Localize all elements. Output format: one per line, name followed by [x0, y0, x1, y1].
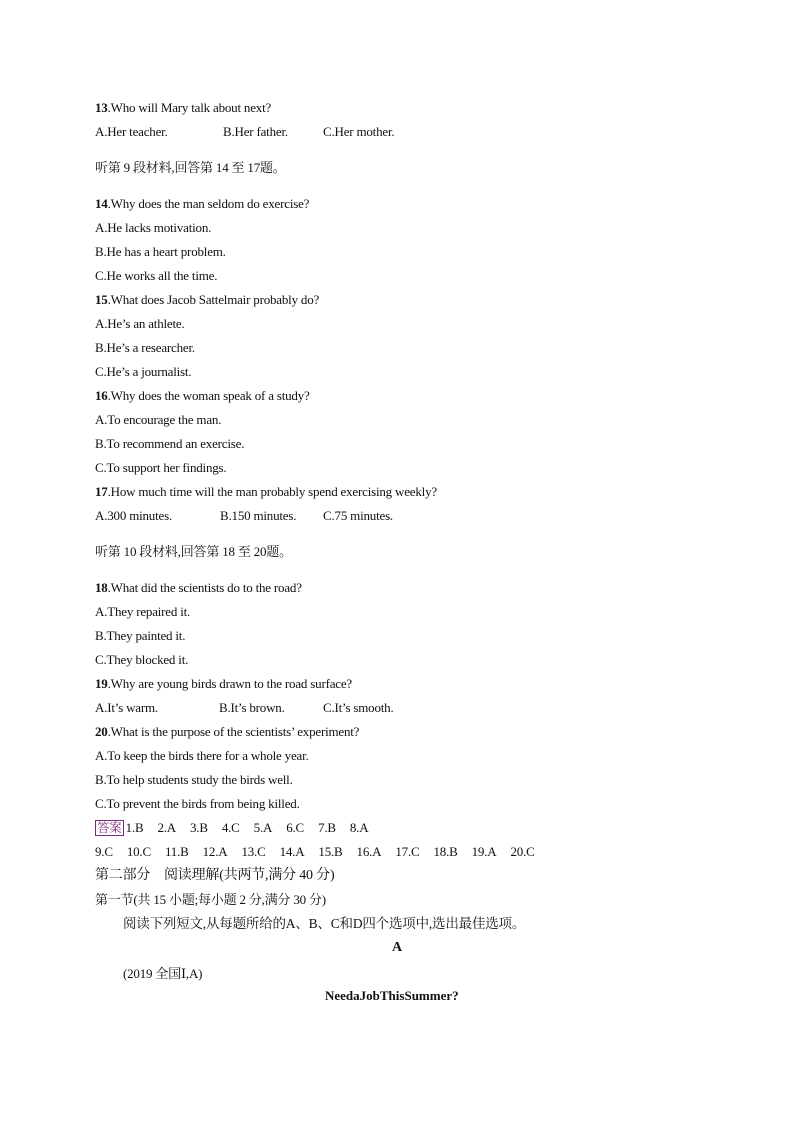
- answer: 18.B: [433, 844, 458, 859]
- option-c: C.He’s a journalist.: [95, 364, 192, 379]
- answer: 16.A: [356, 844, 382, 859]
- question-text: .What does Jacob Sattelmair probably do?: [107, 292, 320, 307]
- answer: 14.A: [279, 844, 305, 859]
- option-b: B.150 minutes.: [220, 508, 297, 523]
- answer: 17.C: [395, 844, 420, 859]
- answer: 15.B: [318, 844, 343, 859]
- question-text: .Why does the woman speak of a study?: [107, 388, 310, 403]
- option-a: A.He’s an athlete.: [95, 316, 185, 331]
- answer: 2.A: [157, 820, 176, 835]
- passage-title: NeedaJobThisSummer?: [325, 988, 459, 1003]
- question-number: 17: [95, 484, 108, 499]
- option-c: C.He works all the time.: [95, 268, 218, 283]
- passage-label: A: [392, 940, 403, 955]
- option-c: C.To prevent the birds from being killed.: [95, 796, 300, 811]
- option-c: C.Her mother.: [323, 124, 395, 139]
- reading-instruction: 阅读下列短文,从每题所给的A、B、C和D四个选项中,选出最佳选项。: [123, 916, 526, 931]
- answer: 4.C: [221, 820, 240, 835]
- question-19: [95, 676, 352, 692]
- question-number: 19: [95, 676, 108, 691]
- option-b: B.To recommend an exercise.: [95, 436, 245, 451]
- answer: 6.C: [286, 820, 305, 835]
- answer: 12.A: [202, 844, 228, 859]
- answer-key-row-2: [95, 844, 549, 860]
- answer: 19.A: [471, 844, 497, 859]
- option-c: C.75 minutes.: [323, 508, 393, 523]
- question-number: 13: [95, 100, 108, 115]
- question-13-options: [95, 124, 394, 140]
- answer: 9.C: [95, 844, 113, 859]
- instruction-section-10: 听第 10 段材料,回答第 18 至 20题。: [95, 544, 292, 559]
- option-a: A.300 minutes.: [95, 508, 173, 523]
- question-17-options: [95, 508, 393, 524]
- option-b: B.He has a heart problem.: [95, 244, 226, 259]
- question-text: .Who will Mary talk about next?: [107, 100, 272, 115]
- option-b: B.He’s a researcher.: [95, 340, 195, 355]
- option-a: A.It’s warm.: [95, 700, 158, 715]
- section-1-heading: 第一节(共 15 小题;每小题 2 分,满分 30 分): [95, 892, 326, 907]
- question-number: 15: [95, 292, 108, 307]
- answer: 10.C: [126, 844, 151, 859]
- option-c: C.To support her findings.: [95, 460, 227, 475]
- question-text: .Why are young birds drawn to the road surface?: [107, 676, 352, 691]
- option-c: C.They blocked it.: [95, 652, 189, 667]
- option-a: A.To keep the birds there for a whole year.: [95, 748, 309, 763]
- instruction-section-9: 听第 9 段材料,回答第 14 至 17题。: [95, 160, 286, 175]
- question-15: [95, 292, 319, 308]
- option-b: B.They painted it.: [95, 628, 186, 643]
- question-text: .What is the purpose of the scientists’ experiment?: [107, 724, 360, 739]
- option-a: A.He lacks motivation.: [95, 220, 212, 235]
- option-c: C.It’s smooth.: [323, 700, 394, 715]
- question-17: [95, 484, 437, 500]
- answer: 3.B: [189, 820, 208, 835]
- question-number: 16: [95, 388, 108, 403]
- answer: 7.B: [318, 820, 336, 835]
- question-18: [95, 580, 302, 596]
- answer-key-row-1: [95, 820, 382, 836]
- part-2-heading: 第二部分 阅读理解(共两节,满分 40 分): [95, 868, 335, 883]
- question-text: .How much time will the man probably spend exercising weekly?: [107, 484, 437, 499]
- option-b: B.To help students study the birds well.: [95, 772, 293, 787]
- question-text: .Why does the man seldom do exercise?: [107, 196, 310, 211]
- option-b: B.It’s brown.: [219, 700, 285, 715]
- question-number: 14: [95, 196, 108, 211]
- question-number: 20: [95, 724, 108, 739]
- option-a: A.Her teacher.: [95, 124, 168, 139]
- answer-tag: 答案: [97, 821, 122, 835]
- answer: 13.C: [241, 844, 266, 859]
- passage-source: (2019 全国Ⅰ,A): [123, 966, 203, 981]
- option-b: B.Her father.: [223, 124, 288, 139]
- question-number: 18: [95, 580, 108, 595]
- question-13: [95, 100, 271, 116]
- answer: 1.B: [125, 820, 144, 835]
- option-a: A.They repaired it.: [95, 604, 191, 619]
- question-19-options: [95, 700, 394, 716]
- answer: 8.A: [349, 820, 369, 835]
- answer: 11.B: [164, 844, 189, 859]
- question-16: [95, 388, 310, 404]
- question-20: [95, 724, 359, 740]
- answer: 5.A: [253, 820, 273, 835]
- question-text: .What did the scientists do to the road?: [107, 580, 302, 595]
- answer: 20.C: [510, 844, 535, 859]
- question-14: [95, 196, 309, 212]
- option-a: A.To encourage the man.: [95, 412, 222, 427]
